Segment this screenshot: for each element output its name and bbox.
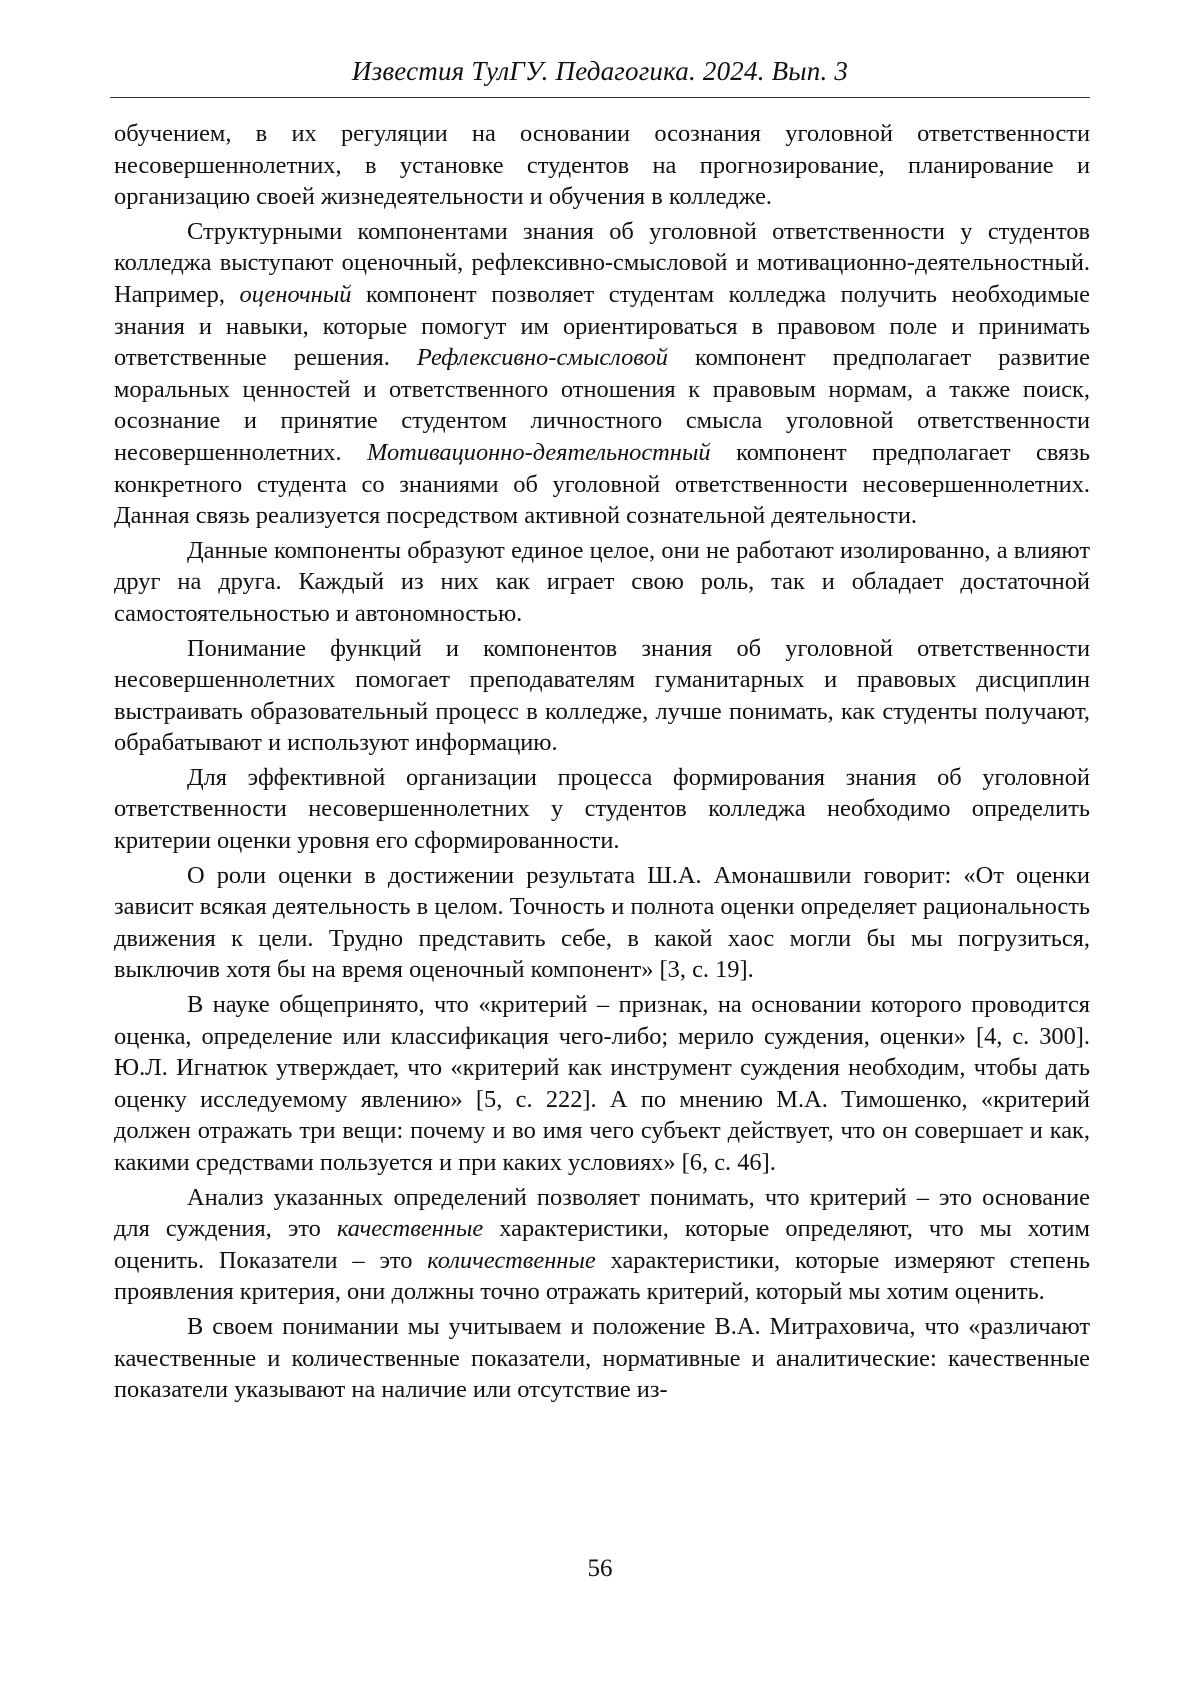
paragraph-8-text-e: характеристики, которые измеряют степень проявления критерия, они должны точно отражать критерий, который мы хотим оценить. (114, 1246, 1090, 1306)
paragraph-3-text: Данные компоненты образуют единое целое, они не работают изолированно, а влияют друг на друга. Каждый из них как играет свою роль, так и обладает достаточной самостоятельностью и автономностью. (114, 536, 1090, 627)
paragraph-7-text: В науке общепринято, что «критерий – признак, на основании которого проводится оценка, определение или классификация чего-либо; мерило суждения, оценки» [4, с. 300]. Ю.Л. Игнатюк утверждает, что «критерий как инструмент суждения необходим, чтобы дать оценку исследуемому явлению» [5, с. 222]. А по мнению М.А. Тимошенко, «критерий должен отражать три вещи: почему и во имя чего субъект действует, что он совершает и как, какими средствами пользуется и при каких условиях» [6, с. 46]. (114, 991, 1090, 1176)
paragraph-5 (114, 762, 1090, 857)
term-evaluative: оценочный (239, 280, 352, 308)
paragraph-2 (114, 216, 1090, 532)
term-quantitative: количественные (427, 1246, 596, 1274)
paragraph-7 (114, 989, 1090, 1179)
paragraph-8-text-c: характеристики, которые определяют, что мы хотим оценить. Показатели – это (114, 1215, 1090, 1274)
running-head: Известия ТулГУ. Педагогика. 2024. Вып. 3 (351, 56, 849, 86)
page-number: 56 (587, 1555, 613, 1582)
header-rule (110, 97, 1090, 98)
article-body (114, 118, 1090, 1409)
paragraph-9-text: В своем понимании мы учитываем и положение В.А. Митраховича, что «различают качественные и количественные показатели, нормативные и аналитические: качественные показатели указывают на наличие или отсутствие из- (114, 1312, 1090, 1404)
paragraph-9 (114, 1311, 1090, 1406)
paragraph-4 (114, 633, 1090, 759)
paragraph-2-text-c: компонент позволяет студентам колледжа получить необходимые знания и навыки, которые помогут им ориентироваться в правовом поле и принимать ответственные решения. (114, 280, 1091, 372)
paragraph-6-text: О роли оценки в достижении результата Ш.А. Амонашвили говорит: «От оценки зависит всякая деятельность в целом. Точность и полнота оценки определяет рациональность движения к цели. Трудно представить себе, в какой хаос могли бы мы погрузиться, выключив хотя бы на время оценочный компонент» [3, с. 19]. (114, 861, 1090, 984)
paragraph-3 (114, 535, 1090, 630)
paragraph-8-text-a: Анализ указанных определений позволяет понимать, что критерий – это основание для суждения, это (114, 1183, 1090, 1243)
term-reflexive-semantic: Рефлексивно-смысловой (416, 344, 668, 372)
term-qualitative: качественные (336, 1215, 484, 1243)
paragraph-5-text: Для эффективной организации процесса формирования знания об уголовной ответственности несовершеннолетних у студентов колледжа необходимо определить критерии оценки уровня его сформированности. (114, 763, 1090, 855)
term-motivational-activity: Мотивационно-деятельностный (367, 438, 711, 466)
paragraph-2-text-a: Структурными компонентами знания об уголовной ответственности у студентов колледжа выступают оценочный, рефлексивно-смысловой и мотивационно-деятельностный. Например, (114, 217, 1090, 308)
paragraph-1-text: обучением, в их регуляции на основании осознания уголовной ответственности несовершеннолетних, в установке студентов на прогнозирование, планирование и организацию своей жизнедеятельности и обучения в колледже. (114, 120, 1090, 211)
paragraph-2-text-g: компонент предполагает связь конкретного студента со знаниями об уголовной ответственности несовершеннолетних. Данная связь реализуется посредством активной сознательной деятельности. (114, 438, 1090, 530)
paragraph-8 (114, 1182, 1090, 1308)
paragraph-4-text: Понимание функций и компонентов знания об уголовной ответственности несовершеннолетних помогает преподавателям гуманитарных и правовых дисциплин выстраивать образовательный процесс в колледже, лучше понимать, как студенты получают, обрабатывают и используют информацию. (114, 634, 1090, 757)
paragraph-1 (114, 118, 1090, 213)
paragraph-6 (114, 860, 1090, 986)
paragraph-2-text-e: компонент предполагает развитие моральных ценностей и ответственного отношения к правовым нормам, а также поиск, осознание и принятие студентом личностного смысла уголовной ответственности несовершеннолетних. (114, 344, 1091, 466)
